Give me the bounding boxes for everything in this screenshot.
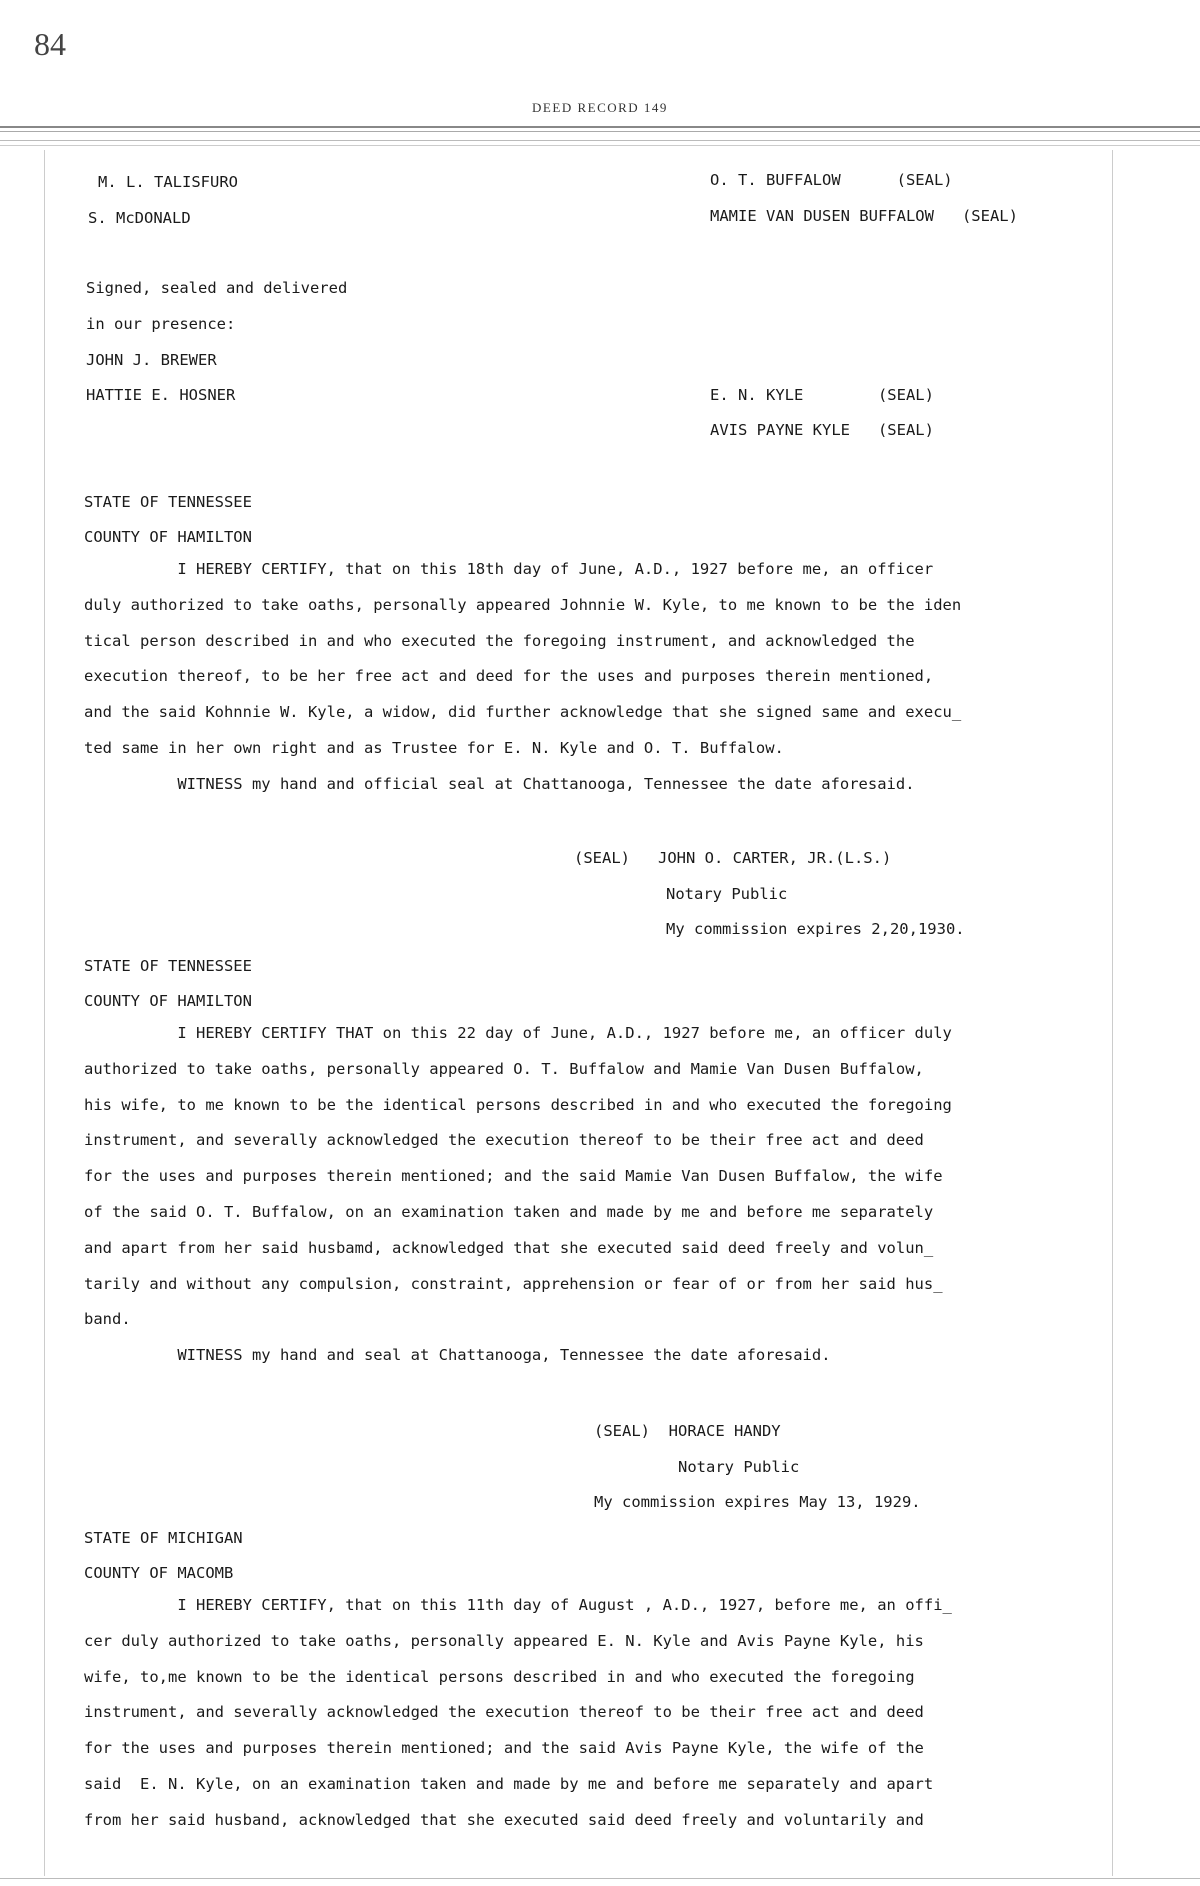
text-line: tical person described in and who executed the foregoing instrument, and acknowledged the — [84, 631, 915, 650]
text-line: WITNESS my hand and official seal at Chattanooga, Tennessee the date aforesaid. — [84, 774, 915, 793]
page-number: 84 — [34, 26, 66, 62]
text-line: said E. N. Kyle, on an examination taken and made by me and before me separately and apart — [84, 1774, 934, 1793]
witness-name: HATTIE E. HOSNER — [86, 386, 236, 404]
text-line: and the said Kohnnie W. Kyle, a widow, did further acknowledge that she signed same and execu_ — [84, 703, 962, 722]
text-line: authorized to take oaths, personally appeared O. T. Buffalow and Mamie Van Dusen Buffalow, — [84, 1059, 924, 1078]
right-margin-line — [1112, 150, 1113, 1876]
header-rule — [0, 145, 1200, 146]
text-line: ted same in her own right and as Trustee for E. N. Kyle and O. T. Buffalow. — [84, 738, 784, 757]
text-line: I HEREBY CERTIFY, that on this 11th day of August , A.D., 1927, before me, an offi_ — [84, 1596, 952, 1614]
header-rule — [0, 126, 1200, 128]
signer-name: E. N. KYLE (SEAL) — [710, 386, 934, 404]
bottom-rule — [0, 1878, 1200, 1879]
text-line: for the uses and purposes therein mentioned; and the said Mamie Van Dusen Buffalow, the wife — [84, 1167, 943, 1186]
attestation-text: in our presence: — [86, 315, 236, 333]
county-heading: COUNTY OF HAMILTON — [84, 528, 252, 546]
notary-title: Notary Public — [678, 1458, 800, 1476]
text-line: I HEREBY CERTIFY, that on this 18th day of June, A.D., 1927 before me, an officer — [84, 560, 934, 578]
notary-signature: (SEAL) HORACE HANDY — [594, 1422, 781, 1440]
text-line: I HEREBY CERTIFY THAT on this 22 day of June, A.D., 1927 before me, an officer duly — [84, 1024, 952, 1042]
text-line: tarily and without any compulsion, constraint, apprehension or fear of or from her said hus_ — [84, 1274, 943, 1293]
acknowledgment-paragraph — [84, 1588, 1084, 1839]
state-heading: STATE OF TENNESSEE — [84, 957, 252, 975]
witness-name: JOHN J. BREWER — [86, 351, 217, 369]
text-line: instrument, and severally acknowledged the execution thereof to be their free act and deed — [84, 1703, 924, 1722]
text-line: instrument, and severally acknowledged the execution thereof to be their free act and deed — [84, 1131, 924, 1150]
text-line: wife, to,me known to be the identical persons described in and who executed the foregoing — [84, 1667, 915, 1686]
text-line: cer duly authorized to take oaths, personally appeared E. N. Kyle and Avis Payne Kyle, his — [84, 1631, 924, 1650]
book-title: DEED RECORD 149 — [532, 100, 668, 115]
witness-name: S. McDONALD — [88, 209, 191, 227]
notary-signature: (SEAL) JOHN O. CARTER, JR.(L.S.) — [574, 849, 892, 867]
text-line: execution thereof, to be her free act and deed for the uses and purposes therein mentioned, — [84, 667, 934, 686]
signer-name: MAMIE VAN DUSEN BUFFALOW (SEAL) — [710, 207, 1018, 225]
county-heading: COUNTY OF HAMILTON — [84, 992, 252, 1010]
text-line: his wife, to me known to be the identical persons described in and who executed the foregoing — [84, 1095, 952, 1114]
text-line: and apart from her said husbamd, acknowledged that she executed said deed freely and volun_ — [84, 1238, 934, 1257]
acknowledgment-paragraph — [84, 1016, 1084, 1374]
left-margin-line — [44, 150, 45, 1876]
notary-commission: My commission expires 2,20,1930. — [666, 920, 965, 938]
text-line: of the said O. T. Buffalow, on an examination taken and made by me and before me separately — [84, 1202, 934, 1221]
attestation-text: Signed, sealed and delivered — [86, 279, 348, 297]
state-heading: STATE OF TENNESSEE — [84, 493, 252, 511]
signer-name: AVIS PAYNE KYLE (SEAL) — [710, 421, 934, 439]
notary-commission: My commission expires May 13, 1929. — [594, 1493, 921, 1511]
signer-name: O. T. BUFFALOW (SEAL) — [710, 171, 953, 189]
header-rule — [0, 140, 1200, 141]
header-rule — [0, 131, 1200, 132]
text-line: duly authorized to take oaths, personally appeared Johnnie W. Kyle, to me known to be the iden — [84, 595, 962, 614]
text-line: band. — [84, 1310, 131, 1329]
text-line: for the uses and purposes therein mentioned; and the said Avis Payne Kyle, the wife of the — [84, 1739, 924, 1758]
witness-name: M. L. TALISFURO — [98, 173, 238, 191]
text-line: from her said husband, acknowledged that she executed said deed freely and voluntarily and — [84, 1810, 924, 1829]
acknowledgment-paragraph — [84, 552, 1084, 803]
state-heading: STATE OF MICHIGAN — [84, 1529, 243, 1547]
text-line: WITNESS my hand and seal at Chattanooga, Tennessee the date aforesaid. — [84, 1346, 831, 1365]
notary-title: Notary Public — [666, 885, 788, 903]
county-heading: COUNTY OF MACOMB — [84, 1564, 234, 1582]
